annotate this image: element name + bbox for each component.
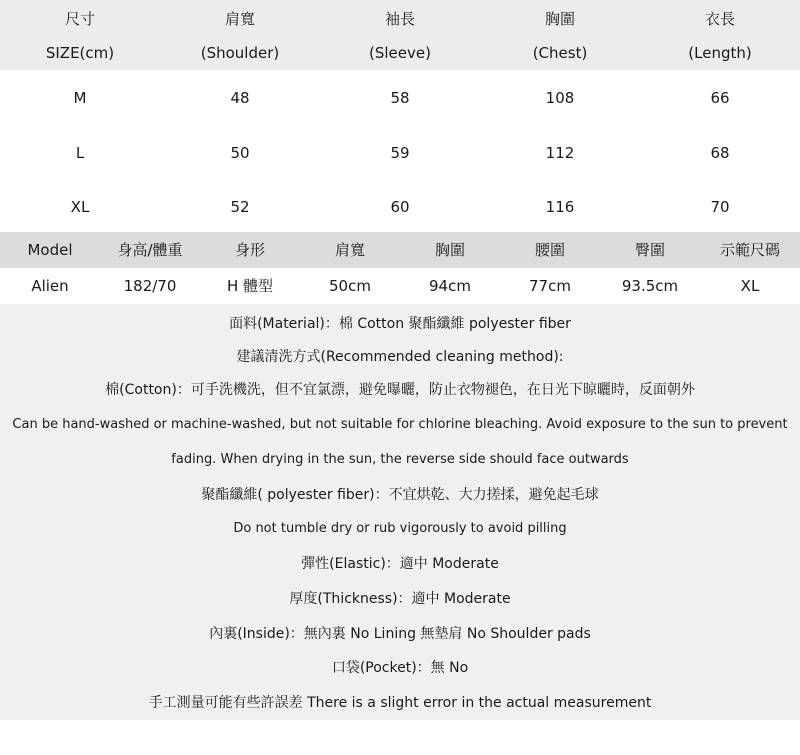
header-length-en: (Length): [688, 44, 752, 62]
table-cell: 59: [390, 144, 410, 162]
size-table-header: [0, 0, 800, 70]
model-table-header: [0, 232, 800, 268]
table-cell: XL: [740, 277, 760, 295]
table-cell: 66: [710, 89, 730, 107]
table-cell: 112: [545, 144, 575, 162]
header-chest: 胸圍: [434, 241, 465, 259]
header-size-zh: 尺寸: [64, 10, 95, 28]
table-cell: 50cm: [329, 277, 371, 295]
table-cell: 108: [545, 89, 575, 107]
material-text: 面料(Material)：棉 Cotton 聚酯纖維 polyester fiber: [229, 316, 571, 332]
table-cell: 182/70: [123, 277, 177, 295]
table-cell: H 體型: [226, 277, 274, 295]
table-cell: 68: [710, 144, 730, 162]
header-shoulder-zh: 肩寬: [224, 10, 255, 28]
header-sleeve-en: (Sleeve): [369, 44, 431, 62]
header-waist: 腰圍: [534, 241, 565, 259]
table-cell: 60: [390, 198, 410, 216]
header-chest-zh: 胸圍: [544, 10, 575, 28]
header-size-en: SIZE(cm): [45, 44, 115, 62]
header-shoulder-en: (Shoulder): [200, 44, 280, 62]
table-cell: 50: [230, 144, 250, 162]
size-table-body: [0, 70, 800, 232]
header-sleeve-zh: 袖長: [384, 10, 415, 28]
cotton-care-zh: 棉(Cotton)：可手洗機洗，但不宜氯漂，避免曝曬，防止衣物褪色，在日光下晾曬時，反面朝外: [105, 382, 695, 398]
table-cell: L: [75, 144, 85, 162]
cotton-care-en-2: fading. When drying in the sun, the reverse side should face outwards: [171, 452, 629, 467]
header-model: Model: [27, 241, 73, 259]
table-cell: 94cm: [429, 277, 471, 295]
table-cell: 52: [230, 198, 250, 216]
cotton-care-en-1: Can be hand-washed or machine-washed, but not suitable for chlorine bleaching. Avoid exposure to the sun to prevent: [12, 417, 788, 432]
header-length-zh: 衣長: [704, 10, 735, 28]
table-cell: 77cm: [529, 277, 571, 295]
table-cell: 58: [390, 89, 410, 107]
table-cell: XL: [70, 198, 90, 216]
elastic-text: 彈性(Elastic)：適中 Moderate: [301, 556, 499, 572]
table-cell: 116: [545, 198, 575, 216]
table-cell: 70: [710, 198, 730, 216]
header-body-shape: 身形: [234, 241, 265, 259]
header-shoulder: 肩寬: [334, 241, 365, 259]
cleaning-title: 建議清洗方式(Recommended cleaning method):: [236, 349, 564, 365]
pocket-text: 口袋(Pocket)：無 No: [331, 660, 469, 676]
header-demo-size: 示範尺碼: [719, 241, 780, 259]
care-info-section: [0, 304, 800, 720]
table-cell: Alien: [31, 277, 69, 295]
header-height-weight: 身高/體重: [117, 241, 183, 259]
polyester-care-zh: 聚酯纖維( polyester fiber)：不宜烘乾、大力搓揉，避免起毛球: [201, 487, 599, 503]
inside-text: 內裏(Inside)：無內裏 No Lining 無墊肩 No Shoulder pads: [209, 626, 591, 642]
table-cell: 48: [230, 89, 250, 107]
header-hip: 臀圍: [634, 241, 665, 259]
table-cell: 93.5cm: [621, 277, 679, 295]
measurement-note: 手工測量可能有些許誤差 There is a slight error in the actual measurement: [148, 695, 652, 711]
header-chest-en: (Chest): [532, 44, 588, 62]
model-table-row: [0, 268, 800, 304]
polyester-care-en: Do not tumble dry or rub vigorously to avoid pilling: [233, 521, 567, 536]
table-cell: M: [73, 89, 87, 107]
thickness-text: 厚度(Thickness)：適中 Moderate: [289, 591, 511, 607]
